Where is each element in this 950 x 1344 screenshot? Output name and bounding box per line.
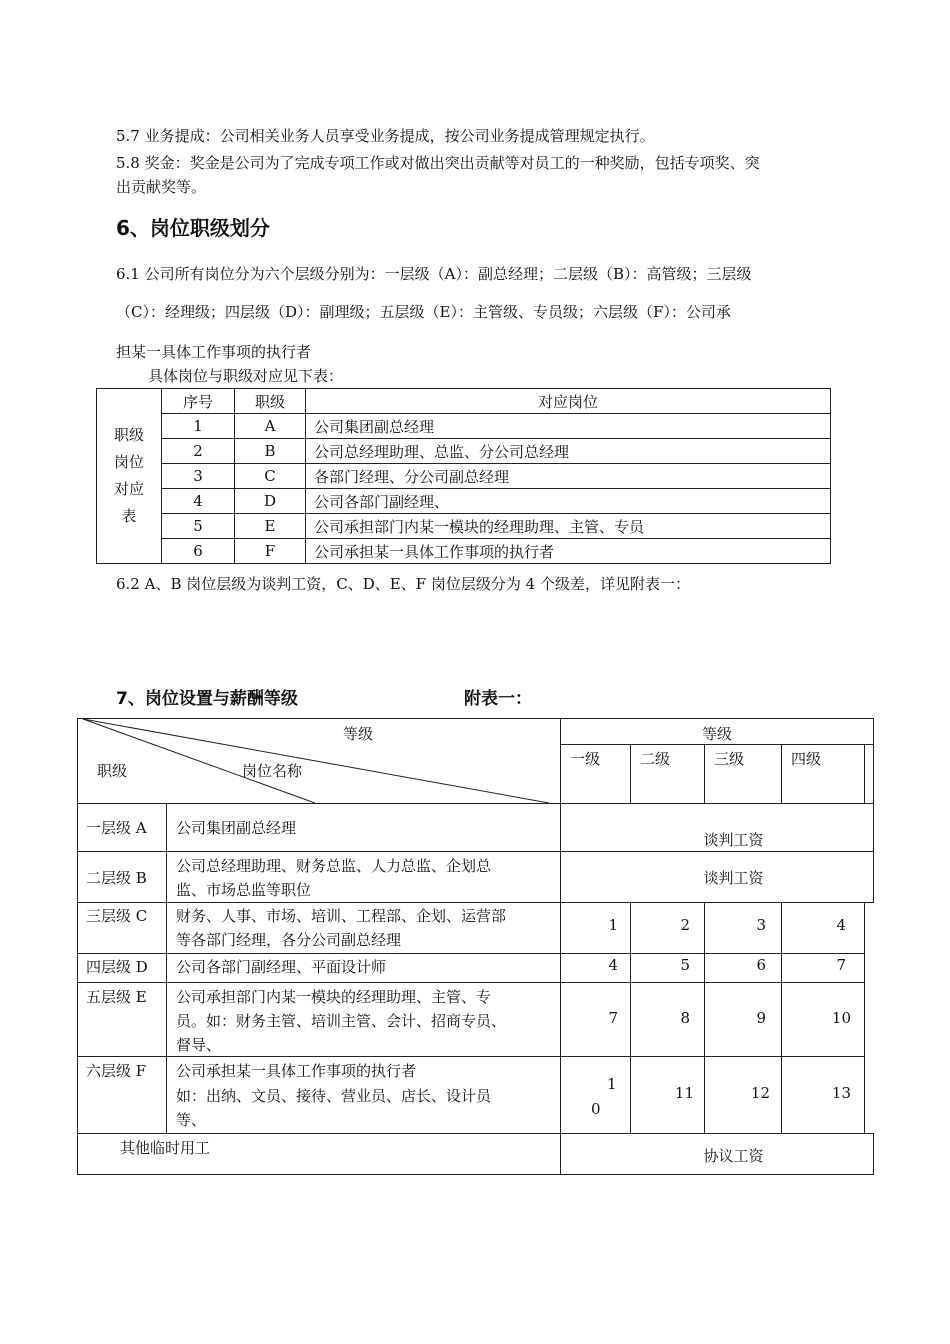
para-6-1-line3: 担某一具体工作事项的执行者	[116, 343, 312, 361]
row6-post-line2: 如：出纳、文员、接待、营业员、店长、设计员	[176, 1087, 492, 1105]
row3-post-line2: 等各部门经理，各分公司副总经理	[176, 931, 402, 949]
row1-level: 一层级 A	[86, 819, 147, 837]
grade-header: 等级	[701, 725, 732, 743]
table-row: 3 C 各部门经理、分公司副总经理	[97, 464, 831, 489]
table-side-label: 职级 岗位 对应 表	[97, 389, 162, 564]
row3-val-4: 4	[836, 916, 846, 934]
row5-post-line3: 督导、	[176, 1036, 222, 1054]
appendix-label: 附表一：	[464, 689, 532, 709]
row6-level: 六层级 F	[86, 1062, 147, 1080]
row5-level: 五层级 E	[86, 988, 147, 1006]
row4-val-1: 4	[608, 956, 618, 974]
row6-val-4: 13	[831, 1084, 851, 1102]
row4-post: 公司各部门副经理、平面设计师	[176, 958, 387, 976]
section-7-title: 7、岗位设置与薪酬等级	[116, 689, 298, 709]
row5-post-line2: 员。如：财务主管、培训主管、会计、招商专员、	[176, 1012, 507, 1030]
para-6-1-line1: 6.1 公司所有岗位分为六个层级分别为：一层级（A）：副总经理；二层级（B）：高管级；三层级	[116, 265, 752, 283]
row3-val-2: 2	[680, 916, 690, 934]
para-5-7: 5.7 业务提成：公司相关业务人员享受业务提成，按公司业务提成管理规定执行。	[116, 127, 655, 145]
row4-val-4: 7	[836, 956, 846, 974]
row3-val-3: 3	[756, 916, 766, 934]
diagonal-header-lines	[77, 718, 561, 804]
row6-val-3: 12	[750, 1084, 770, 1102]
row4-level: 四层级 D	[86, 958, 148, 976]
table-row: 1 A 公司集团副总经理	[97, 414, 831, 439]
row5-val-1: 7	[608, 1009, 618, 1027]
row5-val-4: 10	[831, 1009, 851, 1027]
row2-post-line2: 监、市场总监等职位	[176, 881, 312, 899]
table-row: 2 B 公司总经理助理、总监、分公司总经理	[97, 439, 831, 464]
para-6-2: 6.2 A、B 岗位层级为谈判工资，C、D、E、F 岗位层级分为 4 个级差，详见附表一：	[116, 575, 690, 593]
row7-pay: 协议工资	[703, 1147, 764, 1165]
row3-val-1: 1	[608, 916, 618, 934]
row1-pay: 谈判工资	[703, 831, 764, 849]
row1-post: 公司集团副总经理	[176, 819, 297, 837]
row3-level: 三层级 C	[86, 907, 148, 925]
diag-label-level: 职级	[97, 762, 128, 780]
header-no: 序号	[162, 389, 235, 414]
row5-val-2: 8	[680, 1009, 690, 1027]
row7-level: 其他临时用工	[120, 1139, 211, 1157]
row5-post-line1: 公司承担部门内某一模块的经理助理、主管、专	[176, 988, 492, 1006]
diag-label-grade: 等级	[343, 725, 374, 743]
header-post: 对应岗位	[306, 389, 831, 414]
row2-post-line1: 公司总经理助理、财务总监、人力总监、企划总	[176, 857, 492, 875]
grade-3: 三级	[714, 750, 745, 768]
table-row: 5 E 公司承担部门内某一模块的经理助理、主管、专员	[97, 514, 831, 539]
table-intro: 具体岗位与职级对应见下表：	[148, 367, 344, 385]
row2-level: 二层级 B	[86, 869, 147, 887]
para-5-8-line2: 出贡献奖等。	[116, 178, 207, 196]
row6-val-1-part2: 0	[591, 1100, 601, 1118]
para-6-1-line2: （C）：经理级；四层级（D）：副理级；五层级（E）：主管级、专员级；六层级（F）：公司承	[116, 303, 731, 321]
row6-post-line1: 公司承担某一具体工作事项的执行者	[176, 1062, 417, 1080]
row5-val-3: 9	[756, 1009, 766, 1027]
row2-pay: 谈判工资	[703, 869, 764, 887]
row4-val-2: 5	[680, 956, 690, 974]
row4-val-3: 6	[756, 956, 766, 974]
grade-1: 一级	[570, 750, 601, 768]
grade-2: 二级	[640, 750, 671, 768]
para-5-8-line1: 5.8 奖金：奖金是公司为了完成专项工作或对做出突出贡献等对员工的一种奖励，包括专项奖、突	[116, 154, 760, 172]
section-6-title: 6、岗位职级划分	[116, 216, 270, 240]
diag-label-post: 岗位名称	[242, 762, 303, 780]
row6-val-1-part1: 1	[607, 1075, 617, 1093]
table-row: 4 D 公司各部门副经理、	[97, 489, 831, 514]
grade-4: 四级	[791, 750, 822, 768]
row6-post-line3: 等、	[176, 1111, 207, 1129]
header-grade: 职级	[235, 389, 306, 414]
row3-post-line1: 财务、人事、市场、培训、工程部、企划、运营部	[176, 907, 507, 925]
row6-val-2: 11	[674, 1084, 694, 1102]
table-row: 6 F 公司承担某一具体工作事项的执行者	[97, 539, 831, 564]
